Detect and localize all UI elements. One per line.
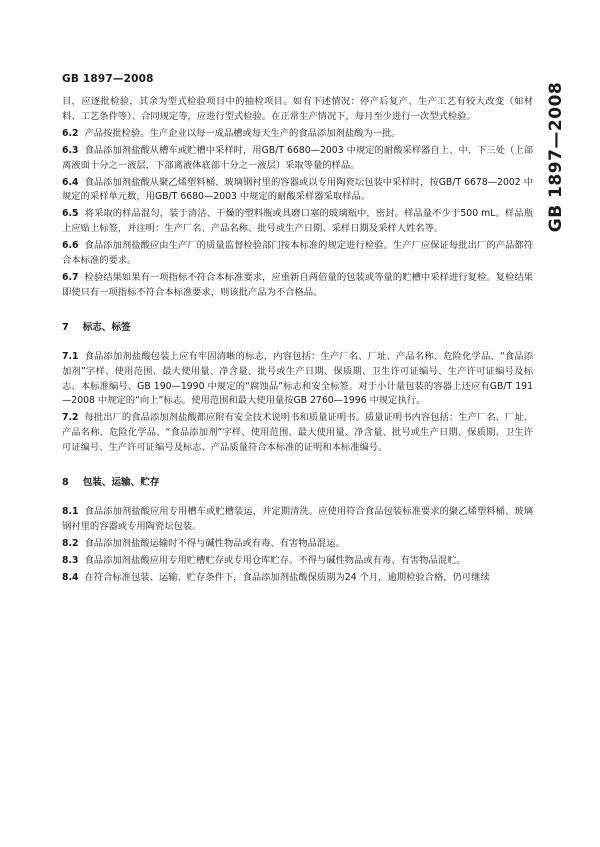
clause-6-3 (62, 144, 533, 174)
clause-text: 食品添加剂盐酸应由生产厂的质量监督检验部门按本标准的规定进行检验。生产厂应保证每批出厂的产品都符合本标准的要求。 (62, 240, 533, 267)
clause-number: 8.4 (62, 571, 79, 583)
clause-6-5 (62, 207, 533, 237)
clause-number: 8.1 (62, 505, 79, 517)
clause-text: 食品添加剂盐酸应用专用槽车或贮槽装运，并定期清洗。应使用符合食品包装标准要求的聚乙烯塑料桶、玻璃钢衬里的容器或专用陶瓷坛包装。 (62, 505, 533, 532)
intro-paragraph: 目，应逐批检验，其余为型式检验项目中的抽检项目。如有下述情况：停产后复产、生产工艺有较大改变（如材料、工艺条件等）、合同规定等，应进行型式检验。在正常生产情况下，每月至少进行一次型式检验。 (62, 96, 533, 122)
clause-number: 7.2 (62, 412, 79, 424)
clause-7-2 (62, 411, 533, 456)
clause-6-4 (62, 176, 533, 206)
clause-8-1 (62, 505, 533, 535)
side-standard-code (536, 81, 576, 233)
standard-code-header: GB 1897—2008 (62, 73, 154, 85)
clause-text: 食品添加剂盐酸包装上应有牢固清晰的标志，内容包括：生产厂名、厂址、产品名称、危险化学品、“食品添加剂”字样、使用范围、最大使用量、净含量、批号或生产日期、保质期、卫生许可证编号、生产许可证编号及标志、本标准编号、GB 190—1990 中规定的“腐蚀品”标志和安全标签。对于小计量包装的容器上还应有GB/T 191—2008 中规定的“向上”标志。使用范围和最大使用量按GB 2760—1996 中规定执行。 (62, 350, 533, 407)
clause-text: 在符合标准包装、运输、贮存条件下，食品添加剂盐酸保质期为24 个月，逾期检验合格，仍可继续 (84, 571, 490, 583)
section-number: 8 (62, 477, 69, 489)
document-body (62, 95, 533, 587)
section-title: 包装、运输、贮存 (82, 477, 160, 489)
clause-text: 检验结果如果有一项指标不符合本标准要求，应重新自两倍量的包装或等量的贮槽中采样进行复检。复检结果即使只有一项指标不符合本标准要求，则该批产品为不合格品。 (62, 271, 533, 298)
clause-number: 6.4 (62, 176, 79, 188)
section-8-heading (62, 476, 533, 491)
clause-number: 6.3 (62, 144, 79, 156)
clause-6-2 (62, 127, 533, 142)
section-number: 7 (62, 321, 69, 333)
clause-number: 6.6 (62, 240, 79, 252)
clause-number: 6.2 (62, 127, 79, 139)
clause-text: 每批出厂的食品添加剂盐酸都应附有安全技术说明书和质量证明书。质量证明书内容包括：生产厂名、厂址、产品名称、危险化学品、“食品添加剂”字样、使用范围、最大使用量、净含量、批号或生产日期、保质期、卫生许可证编号、生产许可证编号及标志、产品质量符合本标准的证明和本标准编号。 (62, 412, 533, 454)
section-title: 标志、标签 (82, 321, 131, 333)
clause-number: 6.5 (62, 208, 79, 220)
clause-text: 将采取的样品混匀，装于清洁、干燥的塑料瓶或具磨口塞的玻璃瓶中，密封。样品量不少于500 mL。样品瓶上应贴上标签，并注明：生产厂名、产品名称、批号或生产日期、采样日期及采样人姓名等。 (62, 208, 533, 235)
clause-number: 8.3 (62, 554, 79, 566)
clause-8-3 (62, 554, 533, 569)
clause-8-2 (62, 537, 533, 552)
clause-number: 7.1 (62, 350, 79, 362)
section-7-heading (62, 321, 533, 336)
clause-7-1 (62, 350, 533, 410)
clause-number: 8.2 (62, 537, 79, 549)
clause-text: 食品添加剂盐酸应用专用贮槽贮存或专用仓库贮存。不得与碱性物品或有毒、有害物品混贮。 (84, 554, 466, 566)
clause-6-7 (62, 271, 533, 301)
clause-number: 6.7 (62, 271, 79, 283)
clause-6-6 (62, 239, 533, 269)
clause-8-4 (62, 571, 533, 586)
clause-text: 产品按批检验。生产企业以每一成品槽或每天生产的食品添加剂盐酸为一批。 (84, 127, 401, 139)
clause-text: 食品添加剂盐酸从聚乙烯塑料桶、玻璃钢衬里的容器或以专用陶瓷坛包装中采样时，按GB/T 6678—2002 中规定的采样单元数，用GB/T 6680—2003 中规定的耐酸采样器采取样品。 (62, 176, 533, 203)
clause-text: 食品添加剂盐酸从槽车或贮槽中采样时，用GB/T 6680—2003 中规定的耐酸采样器自上、中、下三处（上部离液面十分之一液层，下部离液体底部十分之一液层）采取等量的样品。 (62, 144, 533, 171)
side-standard-code-text: GB 1897—2008 (546, 81, 566, 233)
clause-text: 食品添加剂盐酸运输时不得与碱性物品或有毒、有害物品混运。 (84, 537, 345, 549)
